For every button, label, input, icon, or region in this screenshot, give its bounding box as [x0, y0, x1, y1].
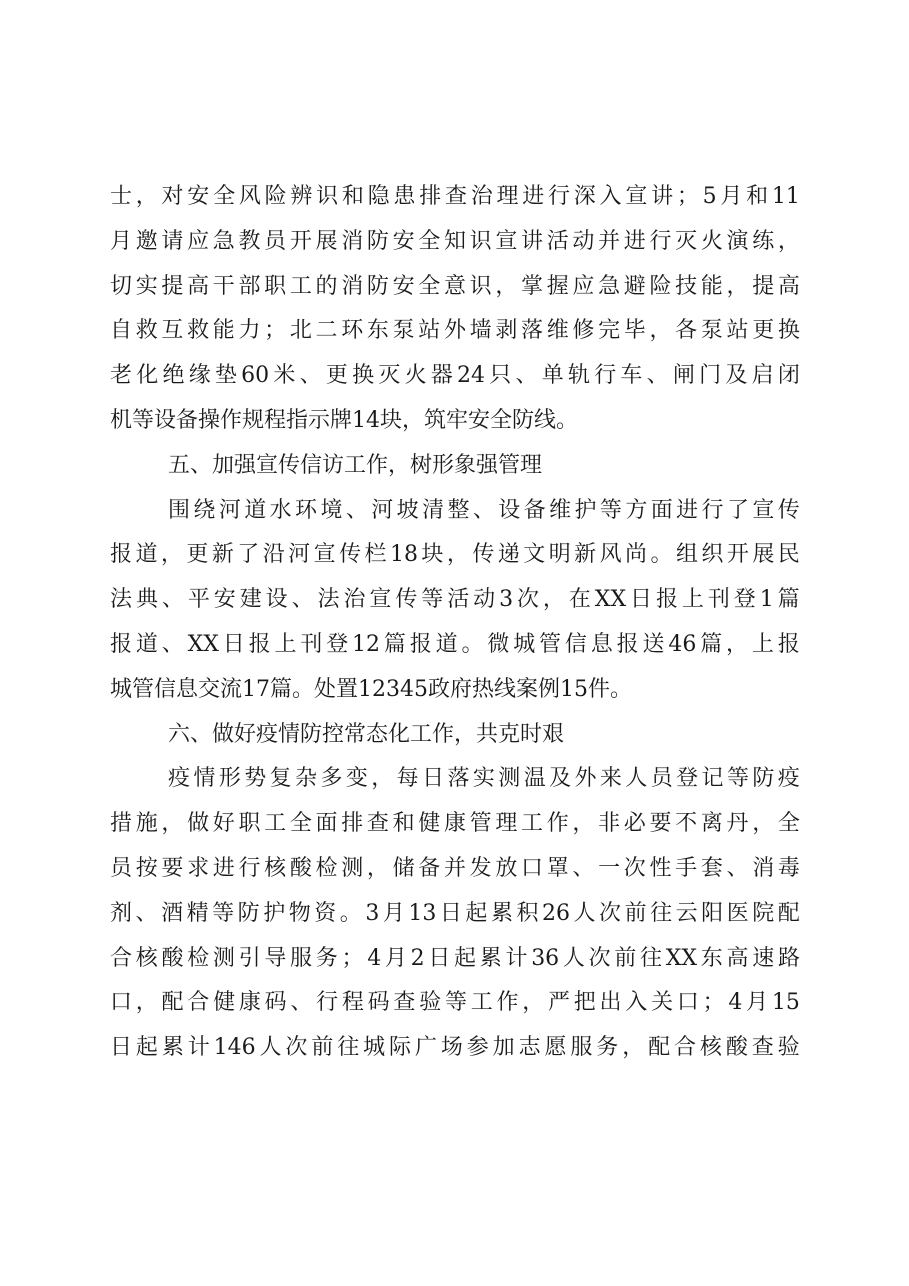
paragraph-line: 士 ， 对 安 全 风 险 辨 识 和 隐 患 排 查 治 理 进 行 深 入 宣 讲 ； 5 月 和 11 — [110, 184, 800, 209]
paragraph-line: 月 邀 请 应 急 教 员 开 展 消 防 安 全 知 识 宣 讲 活 动 并 进 行 灭 火 演 练 ， — [110, 228, 800, 254]
paragraph-line: 法 典 、 平 安 建 设 、 法 治 宣 传 等 活 动 3 次 ， 在 XX 日 报 上 刊 登 1 篇 — [110, 587, 800, 613]
document-body — [110, 175, 800, 1071]
paragraph-line: 城管信息交流17篇。处置12345政府热线案例15件。 — [110, 676, 632, 702]
section-heading: 六、做好疫情防控常态化工作，共克时艰 — [168, 721, 565, 747]
paragraph-line: 自 救 互 救 能 力 ； 北 二 环 东 泵 站 外 墙 剥 落 维 修 完 毕 ， 各 泵 站 更 换 — [110, 318, 800, 344]
paragraph-line: 机等设备操作规程指示牌14块，筑牢安全防线。 — [110, 407, 578, 433]
paragraph-line: 口 ， 配 合 健 康 码 、 行 程 码 查 验 等 工 作 ， 严 把 出 入 关 口 ； 4 月 15 — [110, 990, 800, 1016]
paragraph-line: 老 化 绝 缘 垫 60 米 、 更 换 灭 火 器 24 只 、 单 轨 行 车 、 闸 门 及 启 闭 — [110, 363, 800, 389]
paragraph-line: 员 按 要 求 进 行 核 酸 检 测 ， 储 备 并 发 放 口 罩 、 一 次 性 手 套 、 消 毒 — [110, 855, 800, 881]
paragraph-line: 报 道 、 XX 日 报 上 刊 登 12 篇 报 道 。 微 城 管 信 息 报 送 46 篇 ， 上 报 — [110, 631, 800, 657]
document-page — [110, 175, 800, 1071]
paragraph-line: 切 实 提 高 干 部 职 工 的 消 防 安 全 意 识 ， 掌 握 应 急 避 险 技 能 ， 提 高 — [110, 273, 800, 299]
section-heading: 五、加强宣传信访工作，树形象强管理 — [168, 452, 543, 478]
paragraph-line: 报 道 ， 更 新 了 沿 河 宣 传 栏 18 块 ， 传 递 文 明 新 风 尚 。 组 织 开 展 民 — [110, 542, 800, 568]
paragraph-line: 合 核 酸 检 测 引 导 服 务 ； 4 月 2 日 起 累 计 36 人 次 前 往 XX 东 高 速 路 — [110, 945, 800, 971]
paragraph-line: 剂 、 酒 精 等 防 护 物 资 。 3 月 13 日 起 累 积 26 人 次 前 往 云 阳 医 院 配 — [110, 900, 800, 926]
paragraph-line: 疫 情 形 势 复 杂 多 变 ， 每 日 落 实 测 温 及 外 来 人 员 登 记 等 防 疫 — [168, 766, 800, 792]
paragraph-line: 围 绕 河 道 水 环 境 、 河 坡 清 整 、 设 备 维 护 等 方 面 进 行 了 宣 传 — [168, 497, 800, 523]
paragraph-line: 日 起 累 计 146 人 次 前 往 城 际 广 场 参 加 志 愿 服 务 ， 配 合 核 酸 查 验 — [110, 1035, 800, 1061]
paragraph-line: 措 施 ， 做 好 职 工 全 面 排 查 和 健 康 管 理 工 作 ， 非 必 要 不 离 丹 ， 全 — [110, 811, 800, 837]
